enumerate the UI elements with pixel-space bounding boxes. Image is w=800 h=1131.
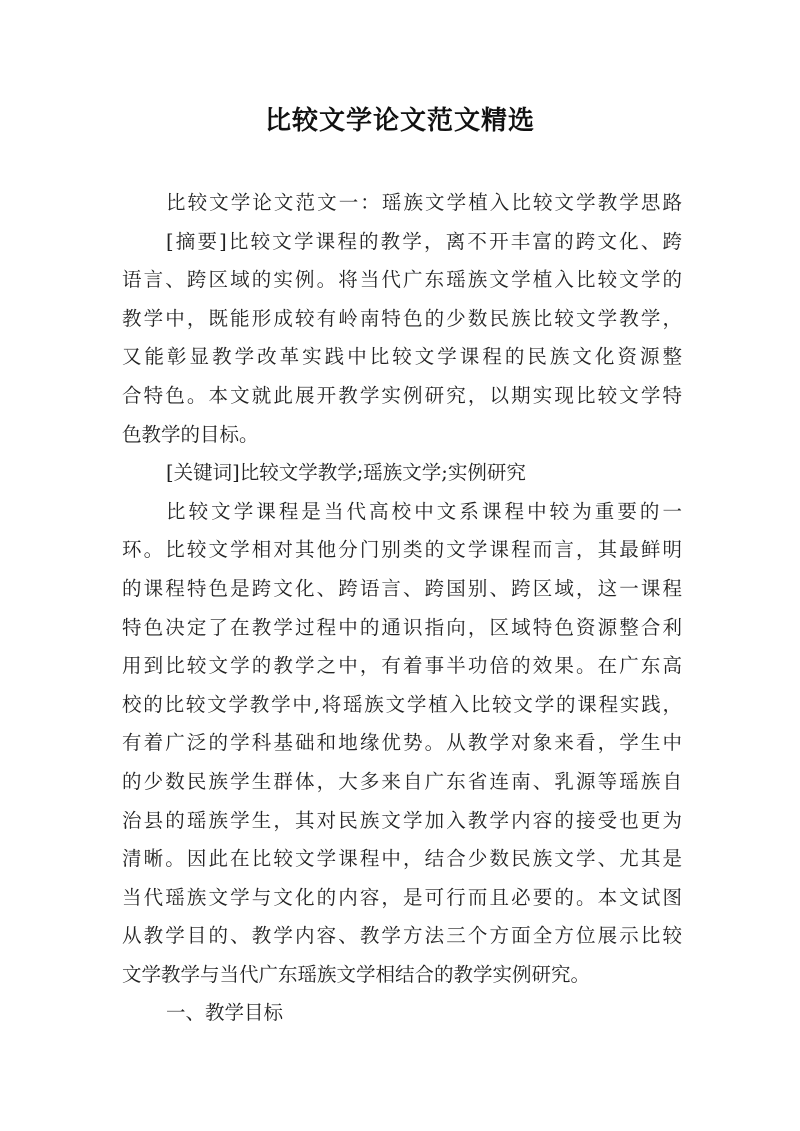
abstract-line: 合特色。本文就此展开教学实例研究，以期实现比较文学特 [122,383,682,407]
paragraph-line: 比较文学课程是当代高校中文系课程中较为重要的一 [166,499,682,523]
abstract-line: 教学中，既能形成较有岭南特色的少数民族比较文学教学， [122,306,682,330]
paragraph-line: 清晰。因此在比较文学课程中，结合少数民族文学、尤其是 [122,847,682,871]
paragraph-line: 从教学目的、教学内容、教学方法三个方面全方位展示比较 [122,924,682,948]
paragraph-line: 用到比较文学的教学之中，有着事半功倍的效果。在广东高 [122,654,682,678]
keywords-line: [关键词]比较文学教学;瑶族文学;实例研究 [166,461,526,485]
section-heading: 比较文学论文范文一：瑶族文学植入比较文学教学思路 [166,191,682,214]
document-body [122,184,682,1033]
abstract-line: 语言、跨区域的实例。将当代广东瑶族文学植入比较文学的 [122,268,682,292]
paragraph-line: 的课程特色是跨文化、跨语言、跨国别、跨区域，这一课程 [122,576,682,600]
paragraph-line: 治县的瑶族学生，其对民族文学加入教学内容的接受也更为 [122,808,682,832]
subsection-heading: 一、教学目标 [166,1001,284,1025]
document-title: 比较文学论文范文精选 [264,106,535,136]
paragraph-line: 校的比较文学教学中,将瑶族文学植入比较文学的课程实践， [122,692,682,716]
paragraph-line: 环。比较文学相对其他分门别类的文学课程而言，其最鲜明 [122,538,682,562]
abstract-line: 色教学的目标。 [122,422,259,446]
paragraph-line: 的少数民族学生群体，大多来自广东省连南、乳源等瑶族自 [122,769,682,793]
paragraph-line: 当代瑶族文学与文化的内容，是可行而且必要的。本文试图 [122,885,682,909]
paragraph-line: 有着广泛的学科基础和地缘优势。从教学对象来看，学生中 [122,731,682,755]
abstract-line: 又能彰显教学改革实践中比较文学课程的民族文化资源整 [122,345,682,369]
paragraph-line: 特色决定了在教学过程中的通识指向，区域特色资源整合利 [122,615,682,639]
paragraph-line: 文学教学与当代广东瑶族文学相结合的教学实例研究。 [122,962,591,986]
abstract-line: [摘要]比较文学课程的教学，离不开丰富的跨文化、跨 [166,229,682,253]
